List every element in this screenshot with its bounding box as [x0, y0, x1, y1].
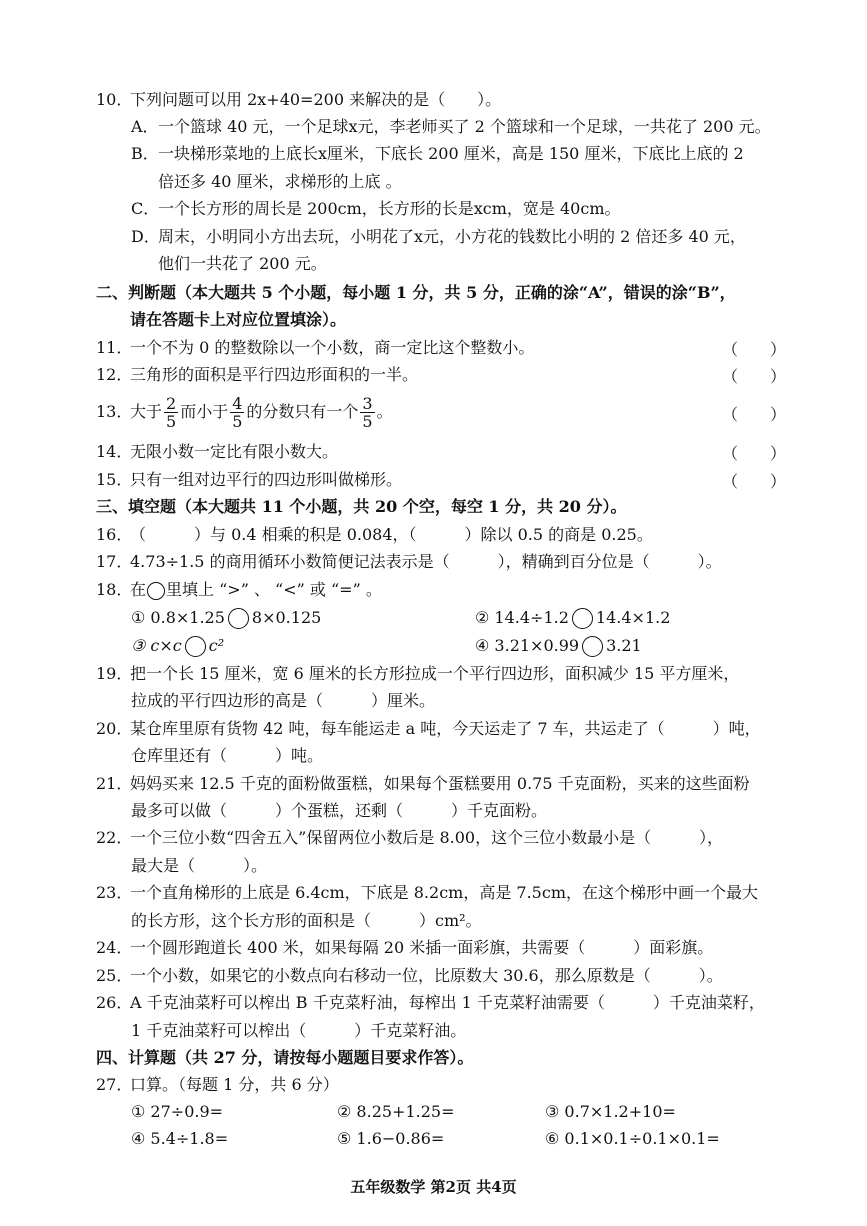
q13-answer-paren: （ ） [722, 405, 787, 424]
section2-title: 二、判断题（本大题共 5 个小题，每小题 1 分，共 5 分，正确的涂“A”，错误的涂“B”， [96, 283, 736, 302]
q10-option-d: D．周末，小明同小方出去玩，小明花了x元，小方花的钱数比小明的 2 倍还多 40 元， [131, 227, 746, 246]
q10-option-c: C．一个长方形的周长是 200cm，长方形的长是xcm，宽是 40cm。 [131, 199, 621, 218]
q10-stem: 10．下列问题可以用 2x+40=200 来解决的是（ ）。 [96, 90, 502, 109]
q26-cont: 1 千克油菜籽可以榨出（ ）千克菜籽油。 [131, 1021, 467, 1040]
q18-item-4: ④ 3.21×0.99 3.21 [475, 636, 642, 655]
q26: 26．A 千克油菜籽可以榨出 B 千克菜籽油，每榨出 1 千克菜籽油需要（ ）千克油菜籽， [96, 993, 765, 1012]
q15: 15．只有一组对边平行的四边形叫做梯形。 [96, 470, 403, 489]
q18-item-1: ① 0.8×1.25 8×0.125 [131, 608, 322, 627]
fraction-three-fifths: $\frac{3}{5}$ [362, 394, 373, 431]
compare-circle-icon [147, 582, 165, 600]
compare-circle-icon [572, 608, 593, 629]
q10-option-b-cont: 倍还多 40 厘米，求梯形的上底 。 [158, 172, 402, 191]
q22-cont: 最大是（ ）。 [131, 856, 268, 875]
q19: 19．把一个长 15 厘米，宽 6 厘米的长方形拉成一个平行四边形，面积减少 15 平方厘米， [96, 664, 740, 683]
q25: 25．一个小数，如果它的小数点向右移动一位，比原数大 30.6，那么原数是（ ）。 [96, 966, 723, 985]
calc-item-1: ① 27÷0.9= [131, 1102, 224, 1121]
section4-title: 四、计算题（共 27 分，请按每小题题目要求作答）。 [96, 1048, 474, 1067]
q14-answer-paren: （ ） [722, 444, 787, 463]
section3-title: 三、填空题（本大题共 11 个小题，共 20 个空，每空 1 分，共 20 分）。 [96, 497, 627, 516]
q18-item-2: ② 14.4÷1.2 14.4×1.2 [475, 608, 671, 627]
calc-item-5: ⑤ 1.6−0.86= [337, 1129, 445, 1148]
calc-item-2: ② 8.25+1.25= [337, 1102, 455, 1121]
q10-option-a: A．一个篮球 40 元，一个足球x元，李老师买了 2 个篮球和一个足球，一共花了 200 元。 [131, 117, 771, 136]
section2-title-cont: 请在答题卡上对应位置填涂）。 [130, 310, 347, 329]
q10-option-d-cont: 他们一共花了 200 元。 [158, 254, 327, 273]
fraction-two-fifths: $\frac{2}{5}$ [166, 394, 177, 431]
calc-item-6: ⑥ 0.1×0.1÷0.1×0.1= [545, 1129, 720, 1148]
q23-cont: 的长方形，这个长方形的面积是（ ）cm²。 [131, 911, 482, 930]
q20: 20．某仓库里原有货物 42 吨，每车能运走 a 吨，今天运走了 7 车，共运走了（ ）吨， [96, 719, 761, 738]
q22: 22．一个三位小数“四舍五入”保留两位小数后是 8.00，这个三位小数最小是（ ）， [96, 828, 724, 847]
q21-cont: 最多可以做（ ）个蛋糕，还剩（ ）千克面粉。 [131, 801, 548, 820]
q20-cont: 仓库里还有（ ）吨。 [131, 746, 324, 765]
calc-item-3: ③ 0.7×1.2+10= [545, 1102, 676, 1121]
q10-option-b: B．一块梯形菜地的上底长x厘米，下底长 200 厘米，高是 150 厘米，下底比上底的 2 [131, 144, 744, 163]
compare-circle-icon [185, 636, 206, 657]
q23: 23．一个直角梯形的上底是 6.4cm，下底是 8.2cm，高是 7.5cm，在这个梯形中画一个最大 [96, 883, 758, 902]
fraction-four-fifths: $\frac{4}{5}$ [232, 394, 243, 431]
q19-cont: 拉成的平行四边形的高是（ ）厘米。 [131, 691, 436, 710]
q21: 21．妈妈买来 12.5 千克的面粉做蛋糕，如果每个蛋糕要用 0.75 千克面粉，买来的这些面粉 [96, 774, 750, 793]
q12: 12．三角形的面积是平行四边形面积的一半。 [96, 365, 419, 384]
q12-answer-paren: （ ） [722, 367, 787, 386]
q13: 13．大于 $\frac{2}{5}$ 而小于 $\frac{4}{5}$ 的分数只有一个 $\frac{3}{5}$ 。 [96, 394, 393, 431]
q11-answer-paren: （ ） [722, 340, 787, 359]
q11: 11．一个不为 0 的整数除以一个小数，商一定比这个整数小。 [96, 338, 535, 357]
q15-answer-paren: （ ） [722, 472, 787, 491]
q27: 27．口算。（每题 1 分，共 6 分） [96, 1075, 339, 1094]
q17: 17．4.73÷1.5 的商用循环小数简便记法表示是（ ），精确到百分位是（ ）。 [96, 552, 722, 571]
q18: 18．在 里填上 “>” 、 “<” 或 “=” 。 [96, 580, 382, 599]
page-footer: 五年级数学 第2页 共4页 [350, 1178, 517, 1196]
q16: 16．（ ）与 0.4 相乘的积是 0.084，（ ）除以 0.5 的商是 0.25。 [96, 525, 653, 544]
q18-item-3: ③ c×c c² [131, 636, 225, 655]
calc-item-4: ④ 5.4÷1.8= [131, 1129, 229, 1148]
compare-circle-icon [582, 636, 603, 657]
compare-circle-icon [228, 608, 249, 629]
q24: 24．一个圆形跑道长 400 米，如果每隔 20 米插一面彩旗，共需要（ ）面彩旗。 [96, 938, 714, 957]
q14: 14．无限小数一定比有限小数大。 [96, 442, 339, 461]
